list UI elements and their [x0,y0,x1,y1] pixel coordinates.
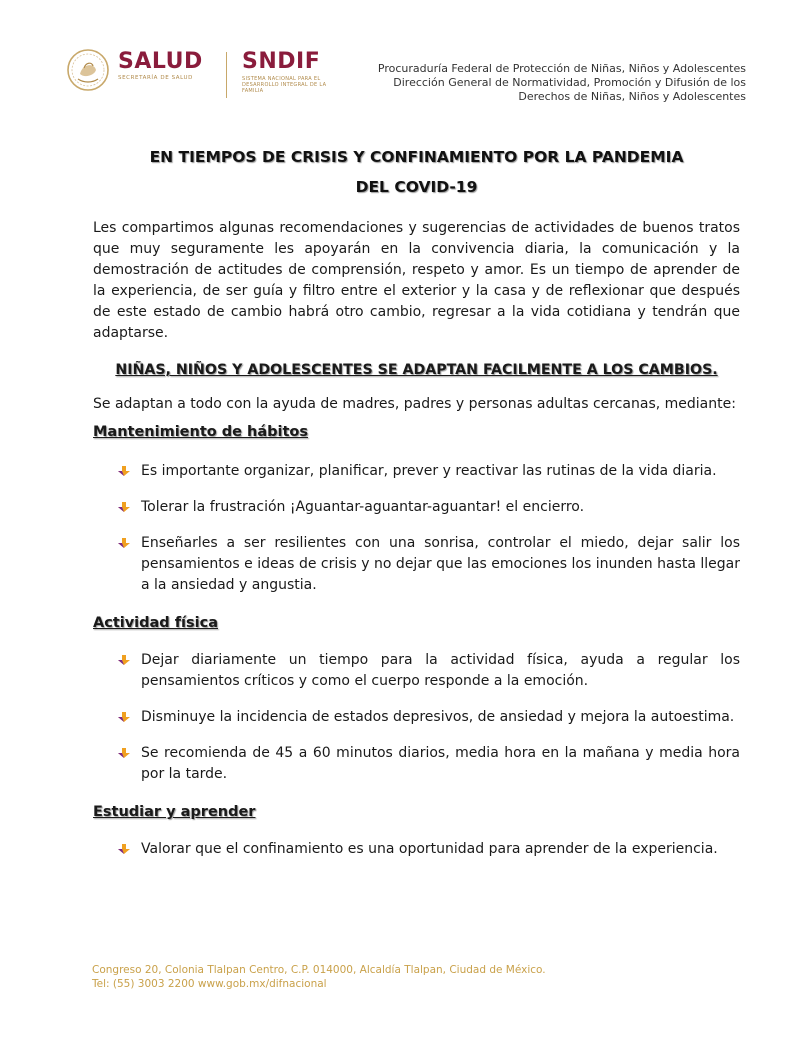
bullet-list [93,650,740,785]
list-item-text: Tolerar la frustración ¡Aguantar-aguantar-aguantar! el encierro. [141,499,585,515]
bullet-list [93,461,740,596]
arrow-bullet-icon [117,501,131,513]
salud-logo-text: SALUD [118,49,203,74]
list-item [117,461,740,482]
bullet-list [93,839,740,860]
list-item-text: Disminuye la incidencia de estados depresivos, de ansiedad y mejora la autoestima. [141,709,735,725]
footer-address: Congreso 20, Colonia Tlalpan Centro, C.P. 014000, Alcaldía Tlalpan, Ciudad de México. [92,964,546,976]
list-item-text: Es importante organizar, planificar, prever y reactivar las rutinas de la vida diaria. [141,463,717,479]
institution-name [378,62,746,104]
sndif-logo-subtext: SISTEMA NACIONAL PARA EL DESARROLLO INTEGRAL DE LA FAMILIA [242,76,327,94]
institution-line: Dirección General de Normatividad, Promoción y Difusión de los [393,76,746,89]
intro-paragraph: Les compartimos algunas recomendaciones y sugerencias de actividades de buenos tratos que muy seguramente les apoyarán en la convivencia diaria, la comunicación y la demostración de actitudes de comprensión, respeto y amor. Es un tiempo de aprender de la experiencia, de ser guía y filtro entre el exterior y la casa y de reflexionar que después de este estado de cambio habrá otro cambio, regresar a la vida cotidiana y tendrán que adaptarse. [93,220,740,341]
letterhead [66,46,746,102]
salud-logo-subtext: SECRETARÍA DE SALUD [118,75,194,81]
list-item [117,533,740,596]
logo-divider [226,52,227,98]
sndif-logo [242,50,338,94]
list-item [117,650,740,692]
mexico-seal-icon [66,48,110,92]
section-heading: Actividad física [93,615,218,631]
institution-line: Derechos de Niñas, Niños y Adolescentes [518,90,746,103]
arrow-bullet-icon [117,747,131,759]
document-body [93,142,740,860]
list-item-text: Enseñarles a ser resilientes con una sonrisa, controlar el miedo, dejar salir los pensamientos e ideas de crisis y no dejar que las emociones los inunden hasta llegar a la ansiedad y angustia. [141,535,740,593]
section-subtitle: NIÑAS, NIÑOS Y ADOLESCENTES SE ADAPTAN FACILMENTE A LOS CAMBIOS. [115,362,718,378]
lead-paragraph: Se adaptan a todo con la ayuda de madres, padres y personas adultas cercanas, mediante: [93,396,736,412]
institution-line: Procuraduría Federal de Protección de Niñas, Niños y Adolescentes [377,62,746,75]
list-item-text: Se recomienda de 45 a 60 minutos diarios, media hora en la mañana y media hora por la tarde. [141,745,740,782]
arrow-bullet-icon [117,465,131,477]
arrow-bullet-icon [117,537,131,549]
salud-logo [118,50,203,81]
arrow-bullet-icon [117,654,131,666]
list-item [117,497,740,518]
list-item-text: Valorar que el confinamiento es una oportunidad para aprender de la experiencia. [141,841,718,857]
footer-contact: Tel: (55) 3003 2200 www.gob.mx/difnacional [92,978,327,990]
document-title [93,142,740,202]
section-heading: Mantenimiento de hábitos [93,424,309,440]
list-item [117,743,740,785]
list-item [117,707,740,728]
page-footer [92,963,546,991]
list-item [117,839,740,860]
section-heading: Estudiar y aprender [93,804,256,820]
title-line: DEL COVID-19 [355,178,478,196]
list-item-text: Dejar diariamente un tiempo para la actividad física, ayuda a regular los pensamientos críticos y como el cuerpo responde a la emoción. [141,652,740,689]
title-line: EN TIEMPOS DE CRISIS Y CONFINAMIENTO POR LA PANDEMIA [149,148,684,166]
sndif-logo-text: SNDIF [242,49,321,74]
arrow-bullet-icon [117,843,131,855]
arrow-bullet-icon [117,711,131,723]
